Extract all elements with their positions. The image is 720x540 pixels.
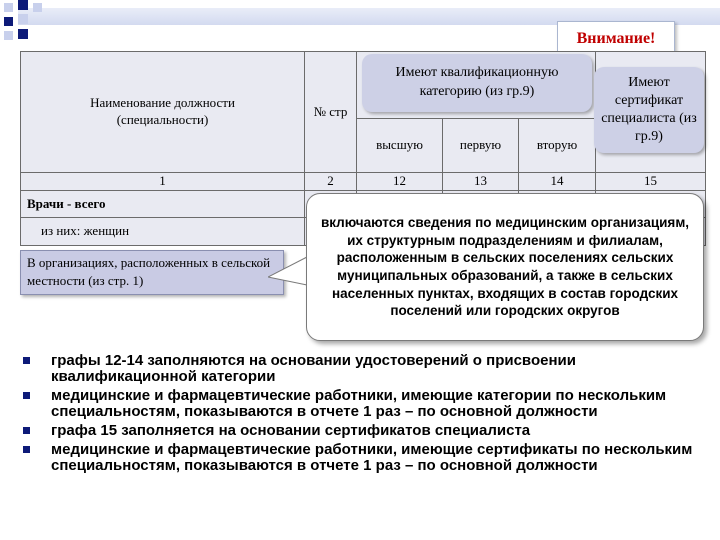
instructions-list <box>20 353 710 477</box>
decor-square-4 <box>4 17 13 26</box>
header-category-high: высшую <box>357 119 443 173</box>
col-number-2: 2 <box>305 173 357 191</box>
col-number-12: 12 <box>357 173 443 191</box>
row-doctors-total: Врачи - всего <box>21 191 305 218</box>
decor-square-5 <box>18 14 28 24</box>
decor-square-2 <box>18 0 28 10</box>
callout-note: включаются сведения по медицинским организациям, их структурным подразделениям и филиалам, расположенным в сельских поселениях сельских муниципальных образований, а также в сельских населенных пунктах, входящих в состав городских поселений или городских округов <box>306 193 704 341</box>
bullet-square-icon <box>23 427 30 434</box>
list-item: медицинские и фармацевтические работники, имеющие категории по нескольким специальностям, показываются в отчете 1 раз – по основной должности <box>20 388 710 420</box>
decor-square-7 <box>18 29 28 39</box>
list-item: графы 12-14 заполняются на основании удостоверений о присвоении квалификационной категории <box>20 353 710 385</box>
row-women: из них: женщин <box>21 218 305 246</box>
list-item: медицинские и фармацевтические работники, имеющие сертификаты по нескольким специальностям, показываются в отчете 1 раз – по основной должности <box>20 442 710 474</box>
decor-square-1 <box>4 3 13 12</box>
header-row-number: № стр <box>305 52 357 173</box>
bullet-square-icon <box>23 446 30 453</box>
col-number-15: 15 <box>596 173 706 191</box>
decor-square-6 <box>4 31 13 40</box>
category-group-label: Имеют квалификационную категорию (из гр.9) <box>362 54 592 112</box>
header-position-name: Наименование должности (специальности) <box>21 52 305 173</box>
col-number-13: 13 <box>443 173 519 191</box>
bullet-square-icon <box>23 392 30 399</box>
row-rural-organizations: В организациях, расположенных в сельской местности (из стр. 1) <box>20 250 284 295</box>
list-item: графа 15 заполняется на основании сертификатов специалиста <box>20 423 710 439</box>
attention-notice: Внимание! <box>557 21 675 56</box>
col-number-14: 14 <box>519 173 596 191</box>
col-number-1: 1 <box>21 173 305 191</box>
certificate-label: Имеют сертификат специалиста (из гр.9) <box>594 67 704 153</box>
header-category-first: первую <box>443 119 519 173</box>
header-category-second: вторую <box>519 119 596 173</box>
bullet-square-icon <box>23 357 30 364</box>
decor-square-3 <box>33 3 42 12</box>
